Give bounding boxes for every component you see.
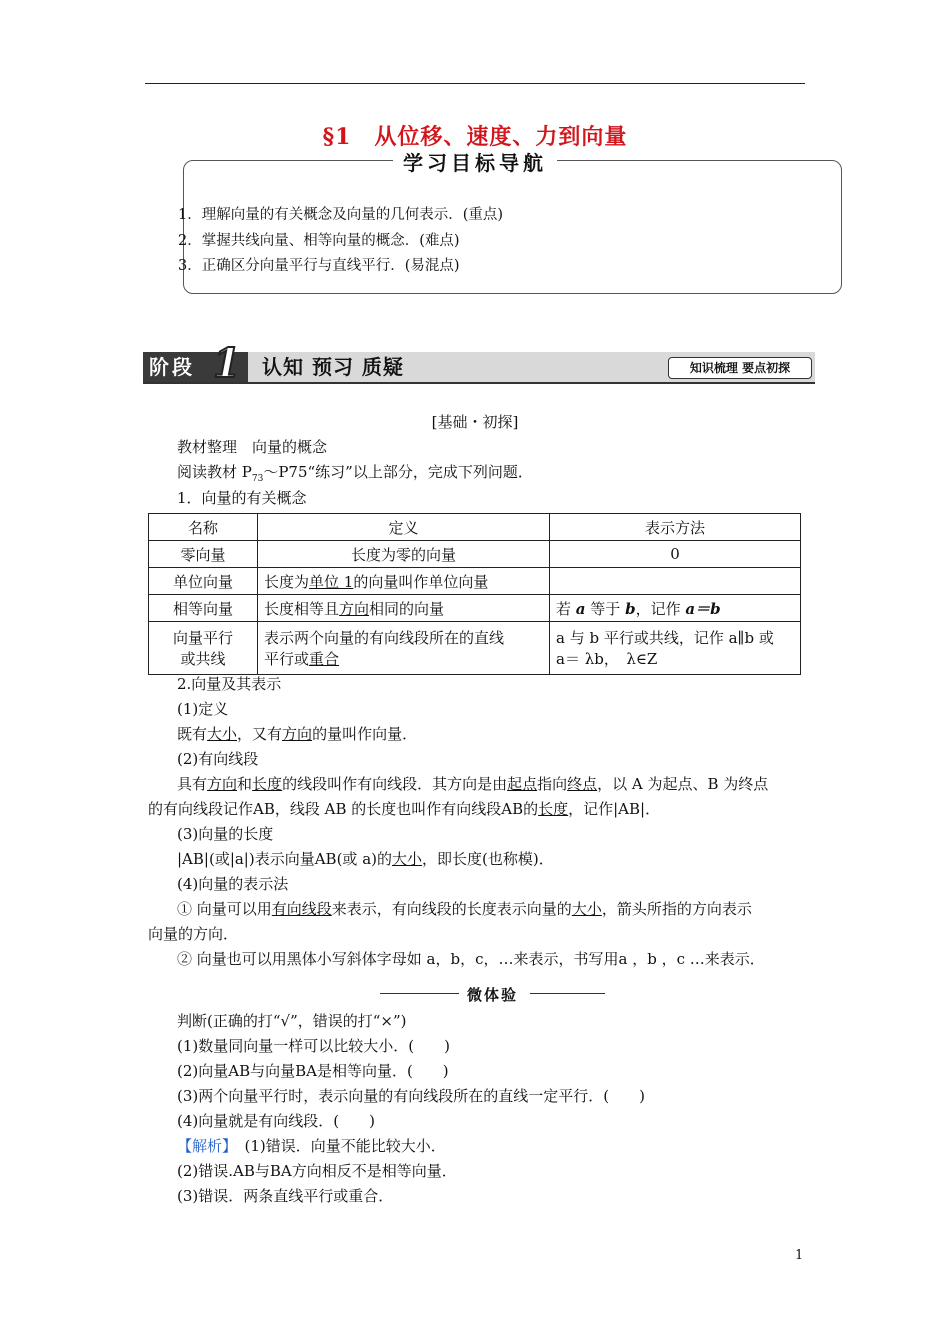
section-tag: [基础・初探] — [431, 413, 519, 431]
table-cell — [550, 622, 801, 675]
goal-item: 2．掌握共线向量、相等向量的概念．(难点) — [178, 232, 460, 249]
subheading: (1)定义 — [177, 700, 229, 718]
underline: 方向 — [282, 725, 313, 743]
table-cell: 长度为零的向量 — [258, 541, 550, 568]
stage-text: 认知 预习 质疑 — [262, 355, 404, 379]
goals-list — [178, 203, 503, 280]
question-item: (4)向量就是有向线段．( ) — [177, 1112, 375, 1130]
table-cell — [550, 595, 801, 622]
text: 指向 — [537, 775, 568, 793]
micro-heading — [380, 984, 605, 1005]
cell-underline: 单位 1 — [309, 572, 354, 591]
table-cell: 单位向量 — [149, 568, 258, 595]
underline: 起点 — [507, 775, 538, 793]
judge-title: 判断(正确的打“√”，错误的打“×”) — [177, 1012, 407, 1030]
goals-heading-text: 学习目标导航 — [393, 151, 557, 175]
table-header: 名称 — [149, 514, 258, 541]
analysis-label: 【解析】 — [177, 1137, 230, 1155]
answer-line — [177, 1135, 446, 1157]
representation-line: 向量的方向． — [148, 925, 239, 943]
text: ，即长度(也称模)． — [422, 850, 554, 868]
table-cell: 0 — [550, 541, 801, 568]
text: ，记作|AB|． — [568, 800, 661, 818]
text: 既有 — [177, 725, 208, 743]
goal-item: 1．理解向量的有关概念及向量的几何表示．(重点) — [178, 207, 504, 223]
cell-text: 平行或 — [264, 650, 310, 668]
page-number: 1 — [795, 1248, 804, 1263]
cell-text: 的向量叫作单位向量 — [353, 572, 489, 591]
cell-text: 等于 — [585, 599, 626, 618]
underline: 方向 — [207, 775, 238, 793]
table-row — [149, 595, 801, 622]
text: 和 — [237, 775, 253, 793]
subheading: (3)向量的长度 — [177, 825, 274, 843]
table-header: 定义 — [258, 514, 550, 541]
micro-heading-text: 微体验 — [459, 986, 526, 1004]
stage-tag: 知识梳理 要点初探 — [668, 357, 812, 379]
underline: 长度 — [538, 800, 569, 818]
cell-underline: 重合 — [309, 650, 340, 668]
underline: 长度 — [252, 775, 283, 793]
table-cell — [258, 568, 550, 595]
stage-label: 阶段 — [149, 355, 195, 379]
table-row — [149, 541, 801, 568]
underline: 大小 — [207, 725, 238, 743]
cell-math: a — [575, 599, 586, 618]
underline: 大小 — [571, 900, 602, 918]
cell-text: 向量平行 — [172, 629, 233, 647]
cell-text: 长度相等且 — [264, 599, 340, 618]
question-item: (2)向量AB与向量BA是相等向量．( ) — [177, 1062, 449, 1080]
reading-instruction — [177, 461, 533, 490]
underline: 终点 — [567, 775, 598, 793]
segment-line — [177, 773, 768, 795]
table-cell — [258, 622, 550, 675]
cell-text: a＝ λb， λ∈Z — [556, 650, 658, 668]
answer-text: (1)错误．向量不能比较大小． — [229, 1137, 446, 1155]
cell-text: 长度为 — [264, 572, 310, 591]
goal-item: 3．正确区分向量平行与直线平行．(易混点) — [178, 258, 460, 274]
representation-line — [177, 898, 752, 920]
table-cell — [258, 595, 550, 622]
table-header: 表示方法 — [550, 514, 801, 541]
reading-suffix: ～P75“练习”以上部分，完成下列问题． — [263, 463, 533, 481]
segment-line — [148, 798, 660, 820]
text: ① 向量可以用 — [177, 900, 272, 918]
cell-text: 相同的向量 — [369, 599, 445, 618]
header-rule — [145, 83, 805, 84]
text: 的线段叫作有向线段．其方向是由 — [282, 775, 508, 793]
definition-line — [177, 723, 417, 745]
section-title: §1 从位移、速度、力到向量 — [322, 124, 628, 150]
cell-text: 若 — [556, 599, 576, 618]
text: 的有向线段记作AB，线段 AB 的长度也叫作有向线段AB的 — [148, 800, 539, 818]
text: ，箭头所指的方向表示 — [601, 900, 752, 918]
cell-text: a 与 b 平行或共线，记作 a∥b 或 — [556, 629, 774, 647]
cell-math: a＝b — [685, 599, 721, 618]
question-item: (3)两个向量平行时，表示向量的有向线段所在的直线一定平行．( ) — [177, 1087, 645, 1105]
goals-heading — [0, 147, 950, 176]
answer-line: (2)错误.AB与BA方向相反不是相等向量． — [177, 1162, 457, 1180]
text: |AB|(或|a|)表示向量AB(或 a)的 — [177, 850, 392, 868]
table-row — [149, 568, 801, 595]
reading-prefix: 阅读教材 P — [177, 463, 252, 481]
text: ，又有 — [237, 725, 283, 743]
length-line — [177, 848, 554, 870]
text: 的量叫作向量． — [312, 725, 418, 743]
table-row — [149, 622, 801, 675]
cell-text: 或共线 — [180, 650, 226, 668]
cell-underline: 方向 — [339, 599, 370, 618]
underline: 大小 — [392, 850, 423, 868]
table-cell — [550, 568, 801, 595]
cell-math: b — [625, 599, 636, 618]
table-cell — [149, 622, 258, 675]
subheading: (4)向量的表示法 — [177, 875, 289, 893]
item-heading: 2.向量及其表示 — [177, 675, 282, 693]
table-header-row — [149, 514, 801, 541]
material-title: 教材整理 向量的概念 — [177, 438, 328, 456]
stage-number: 1 — [213, 340, 241, 387]
subheading: (2)有向线段 — [177, 750, 259, 768]
text: 具有 — [177, 775, 208, 793]
answer-line: (3)错误．两条直线平行或重合． — [177, 1187, 394, 1205]
reading-sub: 73 — [251, 474, 264, 484]
concept-table — [148, 513, 801, 675]
question-item: (1)数量同向量一样可以比较大小．( ) — [177, 1037, 450, 1055]
item-heading: 1．向量的有关概念 — [177, 489, 307, 507]
table-cell: 零向量 — [149, 541, 258, 568]
cell-text: 表示两个向量的有向线段所在的直线 — [264, 629, 505, 647]
text: ，以 A 为起点、B 为终点 — [597, 775, 769, 793]
cell-text: ，记作 — [635, 599, 686, 618]
underline: 有向线段 — [271, 900, 332, 918]
representation-line: ② 向量也可以用黑体小写斜体字母如 a，b，c，…来表示，书写用a ，b ，c …来表示． — [177, 950, 765, 968]
table-cell: 相等向量 — [149, 595, 258, 622]
text: 来表示，有向线段的长度表示向量的 — [331, 900, 572, 918]
